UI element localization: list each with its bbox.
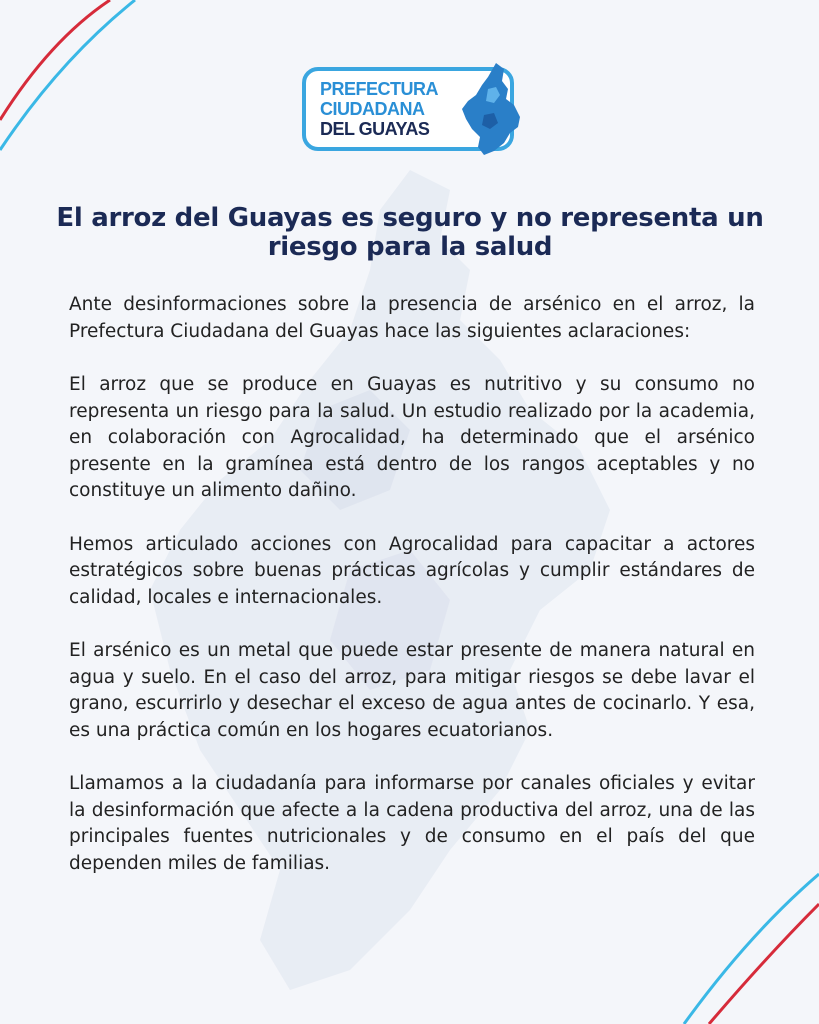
paragraph-call-to-action: Llamamos a la ciudadanía para informarse por canales oficiales y evitar la desinformación que afecte a la cadena productiva del arroz, una de las principales fuentes nutricionales y de consumo en el país del que dependen miles de familias. [69,773,755,874]
headline: El arroz del Guayas es seguro y no representa un riesgo para la salud [56,203,764,262]
paragraph-actions: Hemos articulado acciones con Agrocalidad para capacitar a actores estratégicos sobre buenas prácticas agrícolas y cumplir estándares de calidad, locales e internacionales. [69,533,755,608]
logo-text-line-1: PREFECTURA [320,79,439,99]
logo-text-line-3: DEL GUAYAS [320,119,430,139]
guayas-map-icon [448,59,530,159]
corner-stripes-top-left [0,0,140,160]
logo-text-line-2: CIUDADANA [320,99,425,119]
paragraph-intro: Ante desinformaciones sobre la presencia de arsénico en el arroz, la Prefectura Ciudadana del Guayas hace las siguientes aclaraciones: [69,294,755,342]
paragraph-arsenic: El arsénico es un metal que puede estar presente de manera natural en agua y suelo. En el caso del arroz, para mitigar riesgos se debe lavar el grano, escurrirlo y desechar el exceso de agua antes de cocinarlo. Y esa, es una práctica común en los hogares ecuatorianos. [69,640,755,741]
paragraph-nutrition: El arroz que se produce en Guayas es nutritivo y su consumo no representa un riesgo para la salud. Un estudio realizado por la academia, en colaboración con Agrocalidad, ha determinado que el arsénico presente en la gramínea está dentro de los rangos aceptables y no constituye un alimento dañino. [69,374,755,501]
prefectura-logo [302,67,514,151]
body-text [69,292,755,904]
